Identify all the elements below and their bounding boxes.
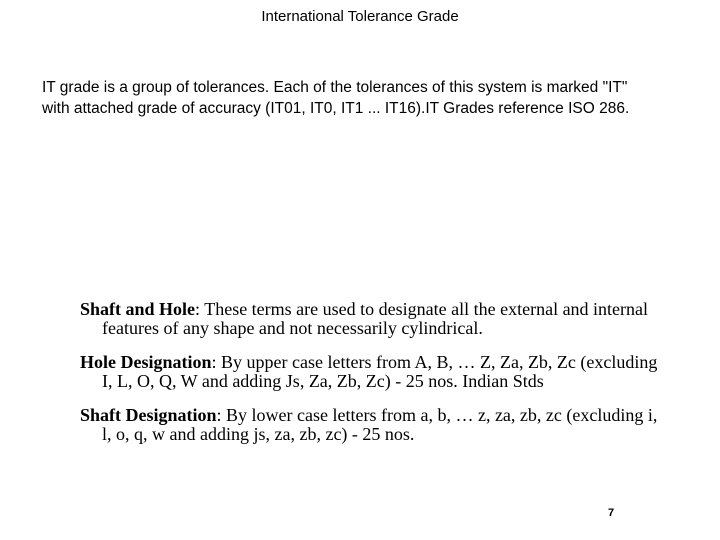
definition-hole-designation: [80, 353, 660, 391]
page-number: 7: [608, 507, 615, 519]
slide-title: International Tolerance Grade: [261, 8, 459, 25]
definition-shaft-designation: [80, 406, 660, 444]
definition-term: Hole Designation: [80, 352, 212, 372]
definition-text: : These terms are used to designate all the external and internal features of any shape and not necessarily cylindrical.: [102, 299, 649, 338]
definition-text: : By upper case letters from A, B, … Z, Za, Zb, Zc (excluding I, L, O, Q, W and adding Js, Za, Zb, Zc) - 25 nos. Indian Stds: [102, 352, 658, 391]
definitions-list: [80, 300, 660, 459]
definition-text: : By lower case letters from a, b, … z, za, zb, zc (excluding i, l, o, q, w and adding js, za, zb, zc) - 25 nos.: [102, 405, 658, 444]
definition-term: Shaft Designation: [80, 405, 217, 425]
definition-shaft-and-hole: [80, 300, 660, 338]
definition-term: Shaft and Hole: [80, 299, 196, 319]
intro-paragraph: IT grade is a group of tolerances. Each of the tolerances of this system is marked "IT" with attached grade of accuracy (IT01, IT0, IT1 ... IT16).IT Grades reference ISO 286.: [42, 79, 630, 117]
